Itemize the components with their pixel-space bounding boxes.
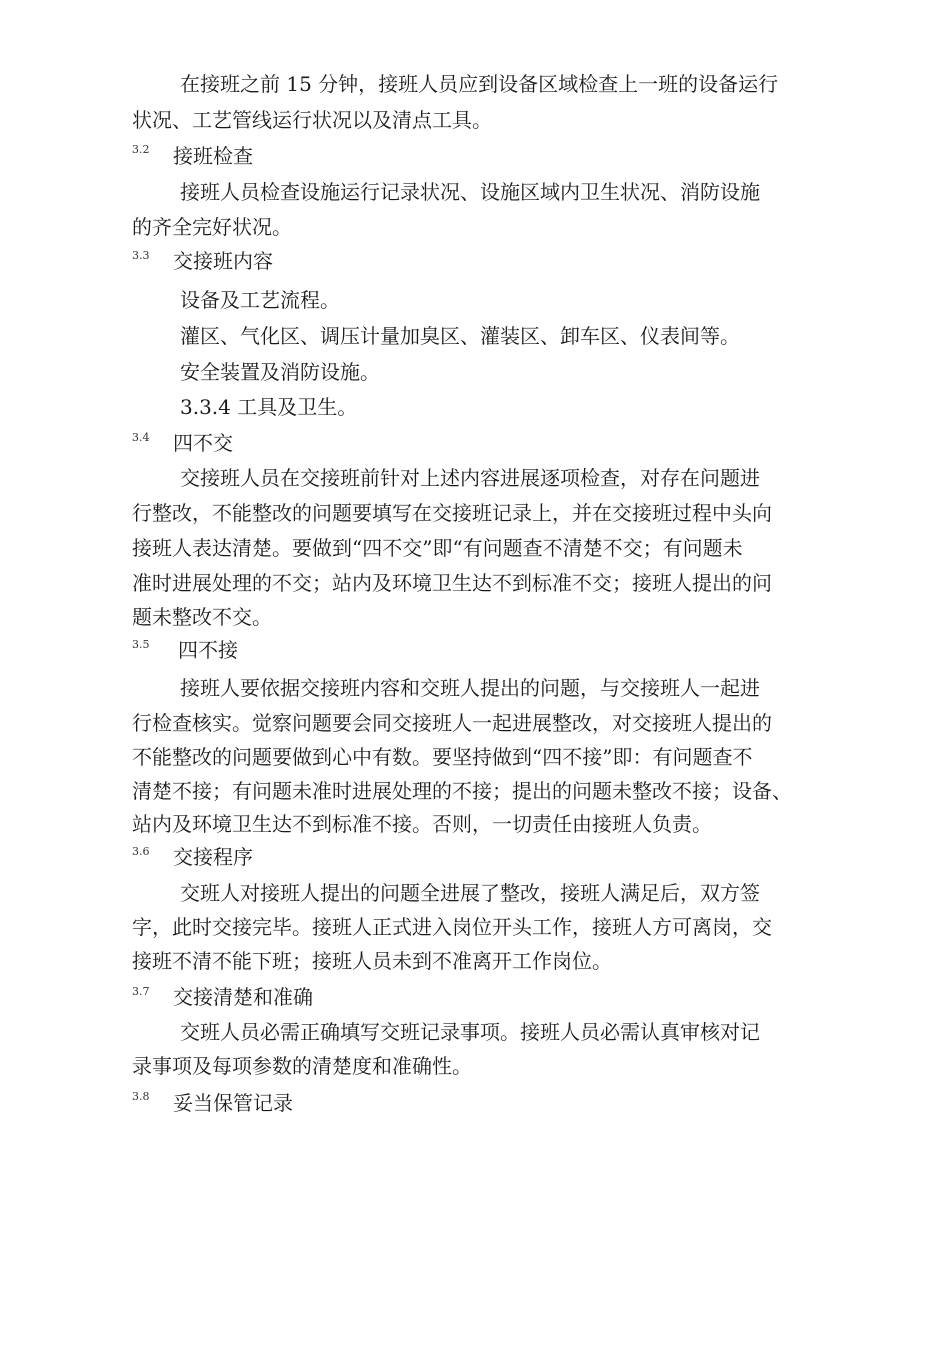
section-number: 3.6 bbox=[132, 845, 150, 858]
paragraph-line: 清楚不接；有问题未准时进展处理的不接；提出的问题未整改不接；设备、 bbox=[132, 779, 792, 803]
paragraph-line: 在接班之前 15 分钟，接班人员应到设备区域检查上一班的设备运行 bbox=[180, 72, 779, 96]
paragraph-line: 接班人表达清楚。要做到“四不交”即“有问题查不清楚不交；有问题未 bbox=[132, 536, 743, 560]
paragraph-line: 接班人员检查设施运行记录状况、设施区域内卫生状况、消防设施 bbox=[180, 180, 760, 204]
list-line: 灌区、气化区、调压计量加臭区、灌装区、卸车区、仪表间等。 bbox=[180, 324, 740, 348]
paragraph-line: 状况、工艺管线运行状况以及清点工具。 bbox=[132, 108, 492, 132]
paragraph-line: 题未整改不交。 bbox=[132, 605, 272, 629]
section-number: 3.7 bbox=[132, 985, 150, 998]
paragraph-line: 行整改，不能整改的问题要填写在交接班记录上，并在交接班过程中头向 bbox=[132, 501, 772, 525]
section-heading: 四不接 bbox=[178, 638, 238, 662]
section-number: 3.8 bbox=[132, 1090, 150, 1103]
section-heading: 交接程序 bbox=[173, 845, 253, 869]
section-number: 3.5 bbox=[132, 638, 150, 651]
paragraph-line: 的齐全完好状况。 bbox=[132, 215, 292, 239]
paragraph-line: 字，此时交接完毕。接班人正式进入岗位开头工作，接班人方可离岗，交 bbox=[132, 915, 772, 939]
section-number: 3.3 bbox=[132, 249, 150, 262]
paragraph-line: 行检查核实。觉察问题要会同交接班人一起进展整改，对交接班人提出的 bbox=[132, 711, 772, 735]
paragraph-line: 交班人员必需正确填写交班记录事项。接班人员必需认真审核对记 bbox=[180, 1020, 760, 1044]
section-number: 3.4 bbox=[132, 431, 150, 444]
section-heading: 交接清楚和准确 bbox=[173, 985, 313, 1009]
paragraph-line: 接班不清不能下班；接班人员未到不准离开工作岗位。 bbox=[132, 949, 612, 973]
paragraph-line: 接班人要依据交接班内容和交班人提出的问题，与交接班人一起进 bbox=[180, 676, 760, 700]
list-line: 安全装置及消防设施。 bbox=[180, 360, 380, 384]
paragraph-line: 录事项及每项参数的清楚度和准确性。 bbox=[132, 1054, 472, 1078]
section-heading: 接班检查 bbox=[173, 144, 253, 168]
section-heading: 交接班内容 bbox=[173, 249, 273, 273]
list-line: 3.3.4 工具及卫生。 bbox=[180, 395, 358, 419]
paragraph-line: 站内及环境卫生达不到标准不接。否则，一切责任由接班人负责。 bbox=[132, 812, 712, 836]
section-number: 3.2 bbox=[132, 143, 150, 156]
paragraph-line: 准时进展处理的不交；站内及环境卫生达不到标准不交；接班人提出的问 bbox=[132, 571, 772, 595]
section-heading: 妥当保管记录 bbox=[173, 1091, 293, 1115]
paragraph-line: 不能整改的问题要做到心中有数。要坚持做到“四不接”即：有问题查不 bbox=[132, 745, 753, 769]
list-line: 设备及工艺流程。 bbox=[180, 288, 340, 312]
paragraph-line: 交接班人员在交接班前针对上述内容进展逐项检查，对存在问题进 bbox=[180, 466, 760, 490]
paragraph-line: 交班人对接班人提出的问题全进展了整改，接班人满足后，双方签 bbox=[180, 881, 760, 905]
section-heading: 四不交 bbox=[173, 431, 233, 455]
